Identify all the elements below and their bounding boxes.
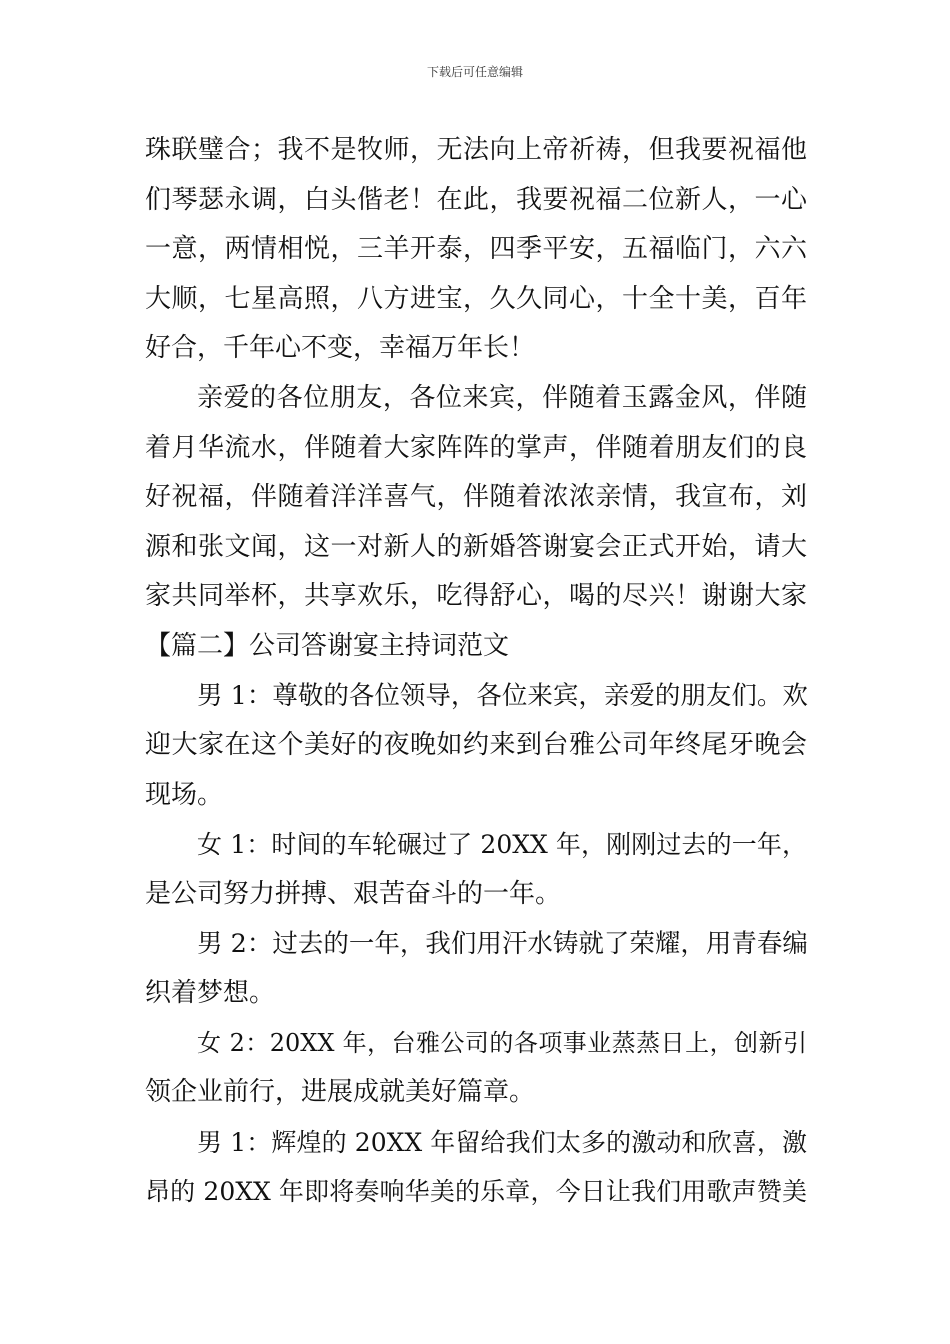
- text-line: 织着梦想。: [145, 978, 276, 1009]
- page-header-note: 下载后可任意编辑: [426, 65, 523, 79]
- text-line: 女 1：时间的车轮碾过了 20XX 年，刚刚过去的一年，: [197, 830, 807, 860]
- text-line: 是公司努力拼搏、艰苦奋斗的一年。: [145, 878, 562, 909]
- text-line: 大顺，七星高照，八方进宝，久久同心，十全十美，百年: [145, 283, 807, 314]
- text-line: 昂的 20XX 年即将奏响华美的乐章，今日让我们用歌声赞美: [145, 1177, 807, 1207]
- text-line: 【篇二】公司答谢宴主持词范文: [145, 630, 510, 661]
- text-line: 男 1：辉煌的 20XX 年留给我们太多的激动和欣喜，激: [197, 1127, 807, 1157]
- text-line: 女 2：20XX 年，台雅公司的各项事业蒸蒸日上，创新引: [197, 1028, 807, 1057]
- text-line: 一意，两情相悦，三羊开泰，四季平安，五福临门，六六: [145, 234, 807, 265]
- text-line: 珠联璧合；我不是牧师，无法向上帝祈祷，但我要祝福他: [145, 135, 807, 165]
- text-line: 现场。: [145, 779, 224, 810]
- text-line: 源和张文闻，这一对新人的新婚答谢宴会正式开始，请大: [145, 531, 807, 562]
- document-body: [145, 126, 807, 1217]
- text-line: 着月华流水，伴随着大家阵阵的掌声，伴随着朋友们的良: [145, 432, 807, 463]
- text-line: 男 2：过去的一年，我们用汗水铸就了荣耀，用青春编: [197, 928, 808, 959]
- text-line: 男 1：尊敬的各位领导，各位来宾，亲爱的朋友们。欢: [197, 680, 808, 711]
- text-line: 亲爱的各位朋友，各位来宾，伴随着玉露金风，伴随: [197, 382, 807, 413]
- text-line: 迎大家在这个美好的夜晚如约来到台雅公司年终尾牙晚会: [145, 730, 807, 761]
- text-line: 领企业前行，进展成就美好篇章。: [145, 1077, 536, 1108]
- text-line: 们琴瑟永调，白头偕老！在此，我要祝福二位新人，一心: [145, 184, 807, 215]
- text-line: 好合，千年心不变，幸福万年长！: [145, 333, 536, 364]
- text-line: 家共同举杯，共享欢乐，吃得舒心，喝的尽兴！谢谢大家: [145, 581, 807, 612]
- text-line: 好祝福，伴随着洋洋喜气，伴随着浓浓亲情，我宣布，刘: [145, 482, 807, 513]
